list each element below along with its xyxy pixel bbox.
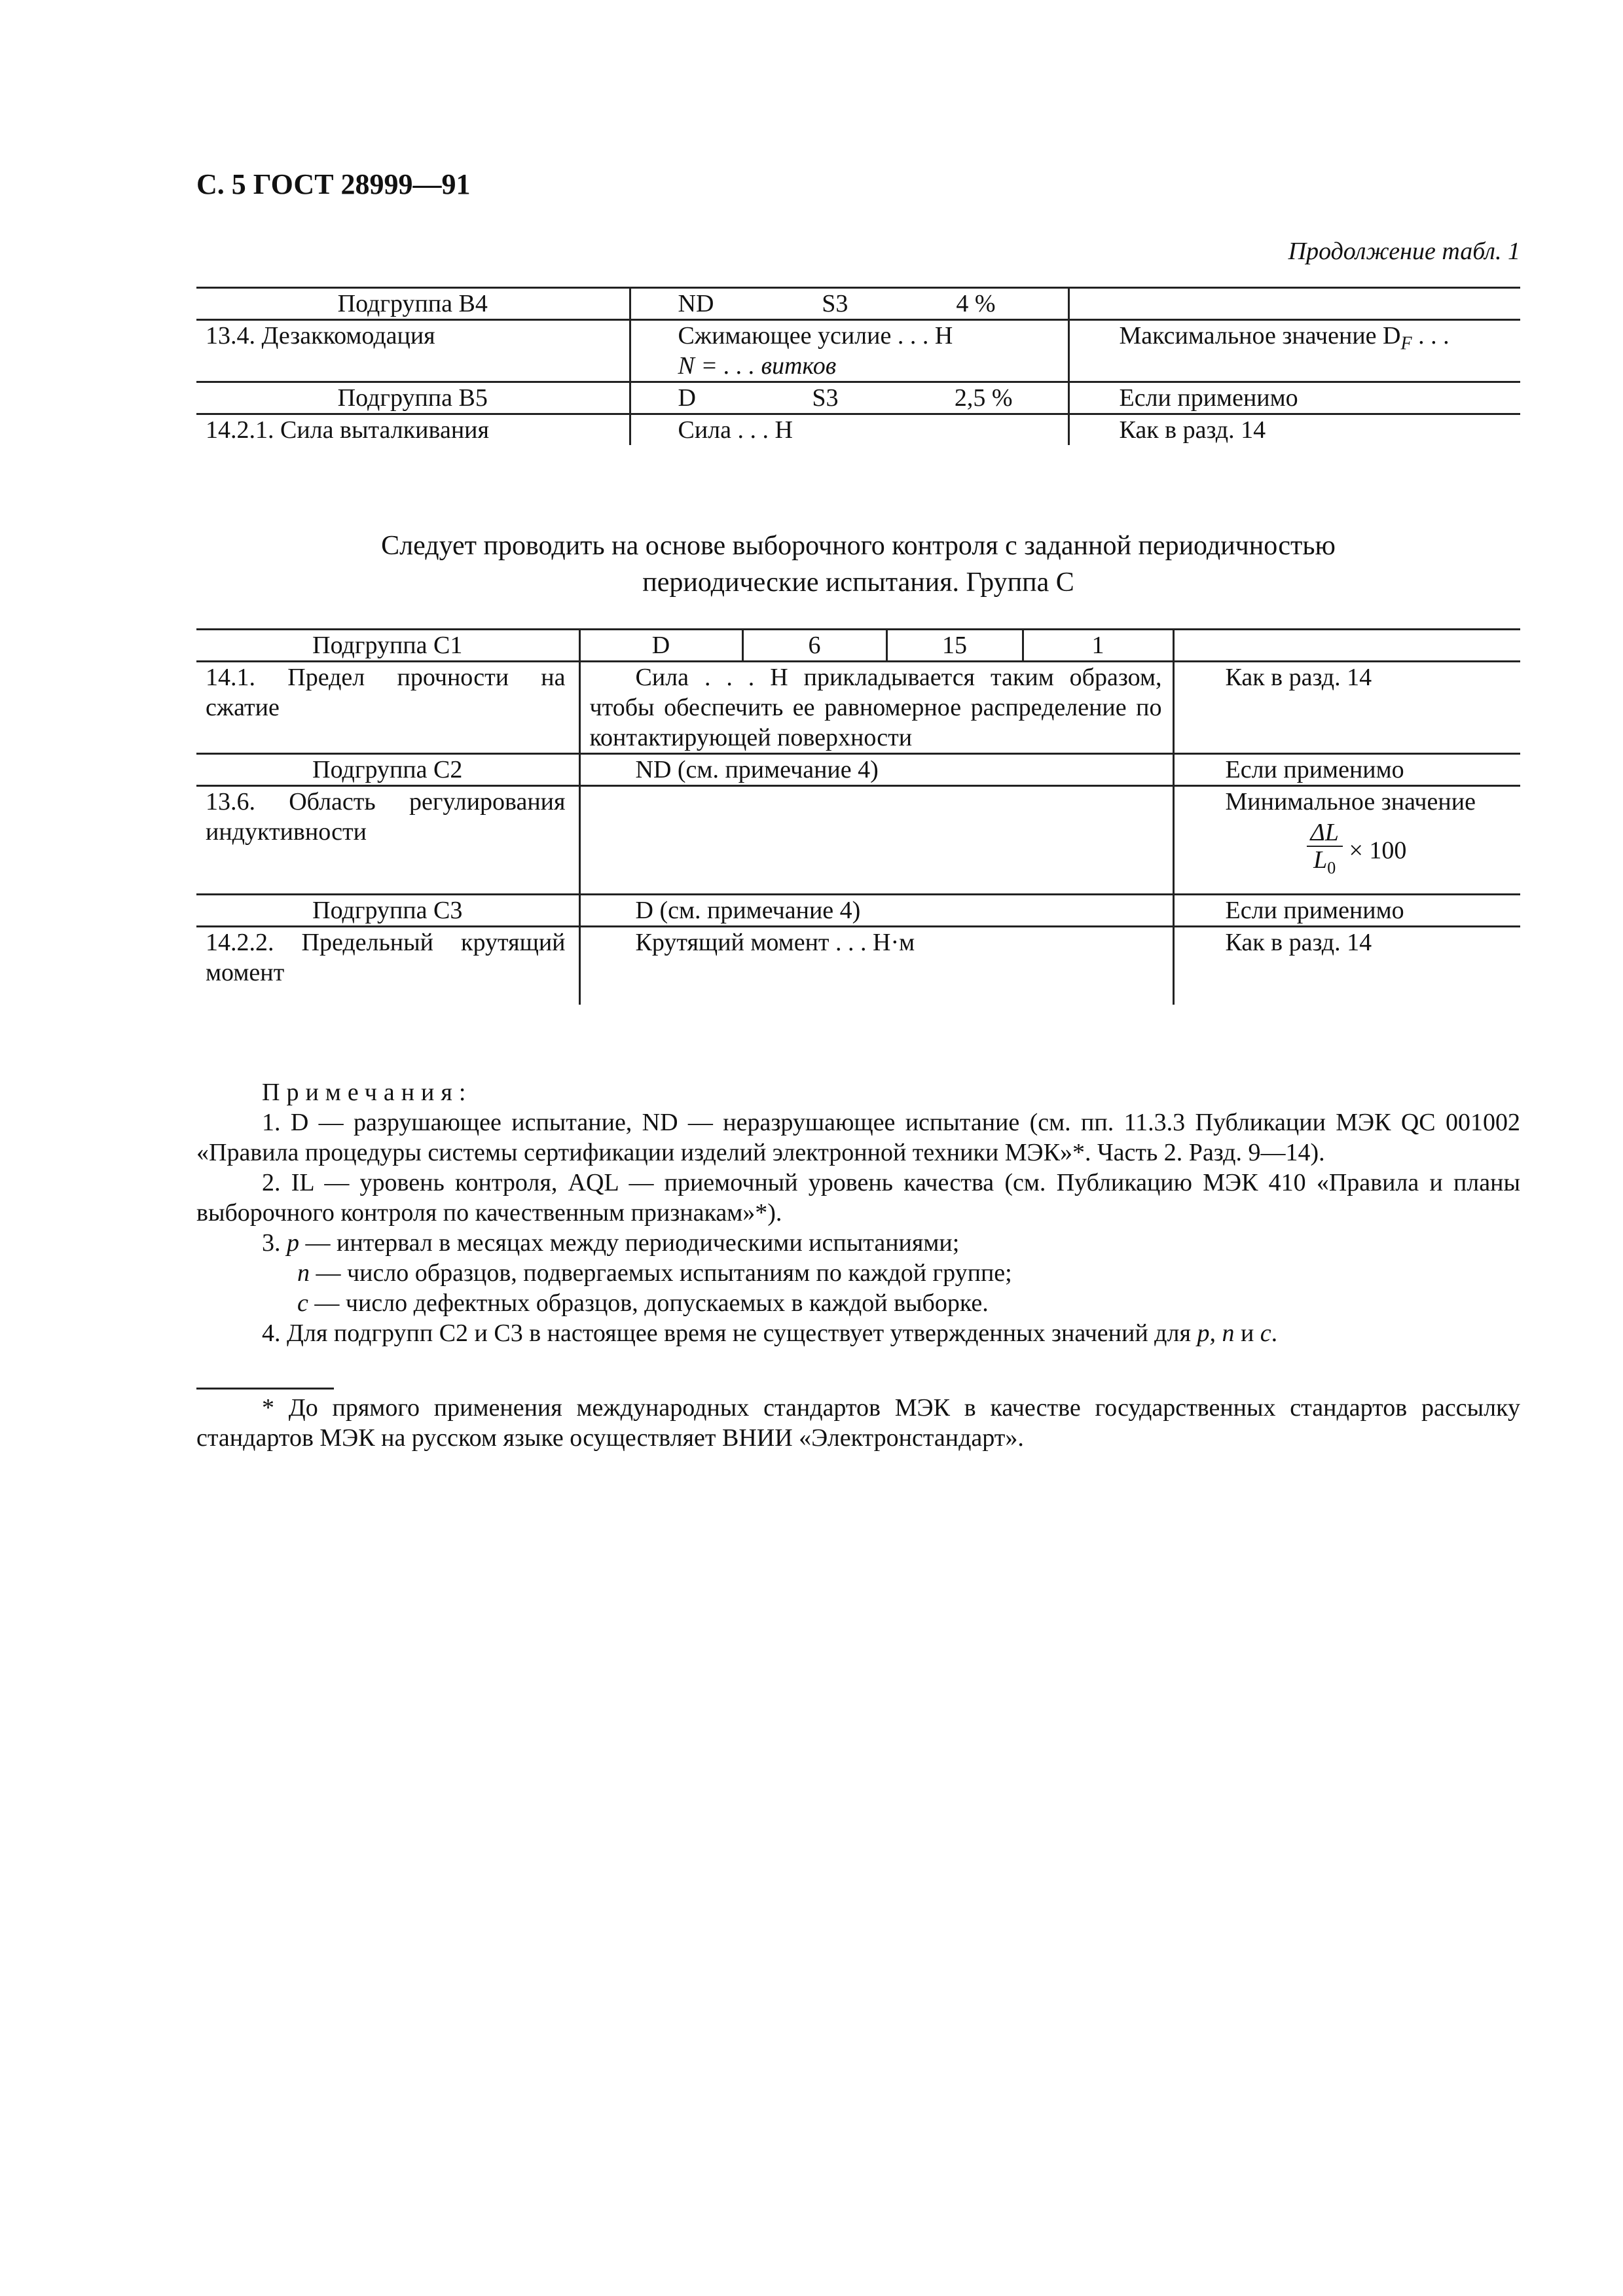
requirement-text: Как в разд. 14 [1068,414,1520,446]
footnote-separator [196,1388,334,1390]
b5-aql: 2,5 % [954,384,1013,412]
c1-p: 6 [742,630,886,662]
b5-level: S3 [812,384,839,412]
notes-title: Примечания: [262,1079,473,1106]
requirement-tail: . . . [1412,322,1450,350]
test-condition: Крутящий момент . . . Н·м [579,926,1173,1005]
subgroup-b5-row [196,382,1520,414]
subgroup-c1-row [196,630,1520,662]
note-4: 4. Для подгрупп С2 и С3 в настоящее время не существует утвержденных значений для p, n и c. [262,1319,1278,1347]
group-c-title-line2: периодические испытания. Группа С [642,567,1074,598]
footnote-text: * До прямого применения международных стандартов МЭК в качестве государственных стандартов рассылку стандартов МЭК на русском языке осуществляет ВНИИ «Электронстандарт». [196,1394,1520,1452]
test-name: 14.2.2. Предельный крутящий момент [206,928,566,986]
requirement-text: Максимальное значение D [1119,322,1401,350]
c3-mode: D (см. примечание 4) [579,894,1173,926]
formula-delta-l [1226,819,1521,882]
group-c-title-line1: Следует проводить на основе выборочного контроля с заданной периодичностью [381,531,1336,561]
test-row-13-4 [196,320,1520,382]
subgroup-b5-params [631,383,1068,413]
test-row-14-2-1 [196,414,1520,446]
formula-denominator: L [1313,846,1328,874]
test-condition-line: N = . . . витков [678,352,837,380]
b4-mode: ND [678,290,714,317]
b4-aql: 4 % [956,290,996,317]
subgroup-b4-label: Подгруппа B4 [196,288,630,320]
b5-mode: D [678,384,696,412]
requirement-text: Как в разд. 14 [1173,926,1520,1005]
test-name: 13.6. Область регулирования индуктивности [206,788,566,846]
note-3-c: c — число дефектных образцов, допускаемых в каждой выборке. [297,1289,989,1317]
subgroup-b4-params [631,289,1068,319]
subgroup-c3-row [196,894,1520,926]
subgroup-b4-row [196,288,1520,320]
test-row-14-2-2 [196,926,1520,1005]
note-3-n: n — число образцов, подвергаемых испытаниям по каждой группе; [297,1259,1012,1287]
test-row-14-1 [196,662,1520,754]
subgroup-c2-label: Подгруппа С2 [196,754,579,786]
formula-denominator-subscript: 0 [1327,858,1336,878]
subgroup-c2-row [196,754,1520,786]
requirement-subscript: F [1400,333,1412,354]
page-header-title: С. 5 ГОСТ 28999—91 [196,168,471,200]
test-condition: Сила . . . Н прикладывается таким образом, чтобы обеспечить ее равномерное распределение по контактирующей поверхности [589,664,1162,751]
test-condition-line: Сжимающее усилие . . . Н [678,322,953,350]
table-group-c [196,628,1520,1005]
c1-n: 15 [886,630,1023,662]
subgroup-c3-label: Подгруппа С3 [196,894,579,926]
requirement-text: Как в разд. 14 [1173,662,1520,754]
subgroup-c1-label: Подгруппа С1 [196,630,579,662]
test-name: 14.2.1. Сила выталкивания [206,416,489,444]
c2-mode: ND (см. примечание 4) [579,754,1173,786]
formula-multiplier: × 100 [1349,836,1407,865]
group-c-title [196,528,1520,601]
table-group-b [196,287,1520,445]
test-name: 14.1. Предел прочности на сжатие [206,664,566,721]
test-name: 13.4. Дезаккомодация [196,320,630,382]
note-3: 3. p — интервал в месяцах между периодическими испытаниями; [262,1229,960,1257]
c1-mode: D [579,630,742,662]
note-1: 1. D — разрушающее испытание, ND — неразрушающее испытание (см. пп. 11.3.3 Публикации МЭК QC 001002 «Правила процедуры системы сертификации изделий электронной техники МЭК»*. Часть 2. Разд. 9—14). [196,1109,1520,1166]
note-2: 2. IL — уровень контроля, AQL — приемочный уровень качества (см. Публикацию МЭК 410 «Правила и планы выборочного контроля по качественным признакам»*). [196,1169,1520,1227]
subgroup-b5-label: Подгруппа B5 [196,382,630,414]
c1-c: 1 [1023,630,1173,662]
formula-numerator: ΔL [1307,819,1343,847]
test-condition: Сила . . . Н [630,414,1068,446]
table-continuation-label: Продолжение табл. 1 [1288,238,1520,265]
b5-applicability: Если применимо [1068,382,1520,414]
c2-applicability: Если применимо [1173,754,1520,786]
c3-applicability: Если применимо [1173,894,1520,926]
test-row-13-6 [196,786,1520,895]
requirement-text: Минимальное значение [1225,788,1476,816]
b4-level: S3 [822,290,848,317]
notes-section [196,1077,1520,1348]
